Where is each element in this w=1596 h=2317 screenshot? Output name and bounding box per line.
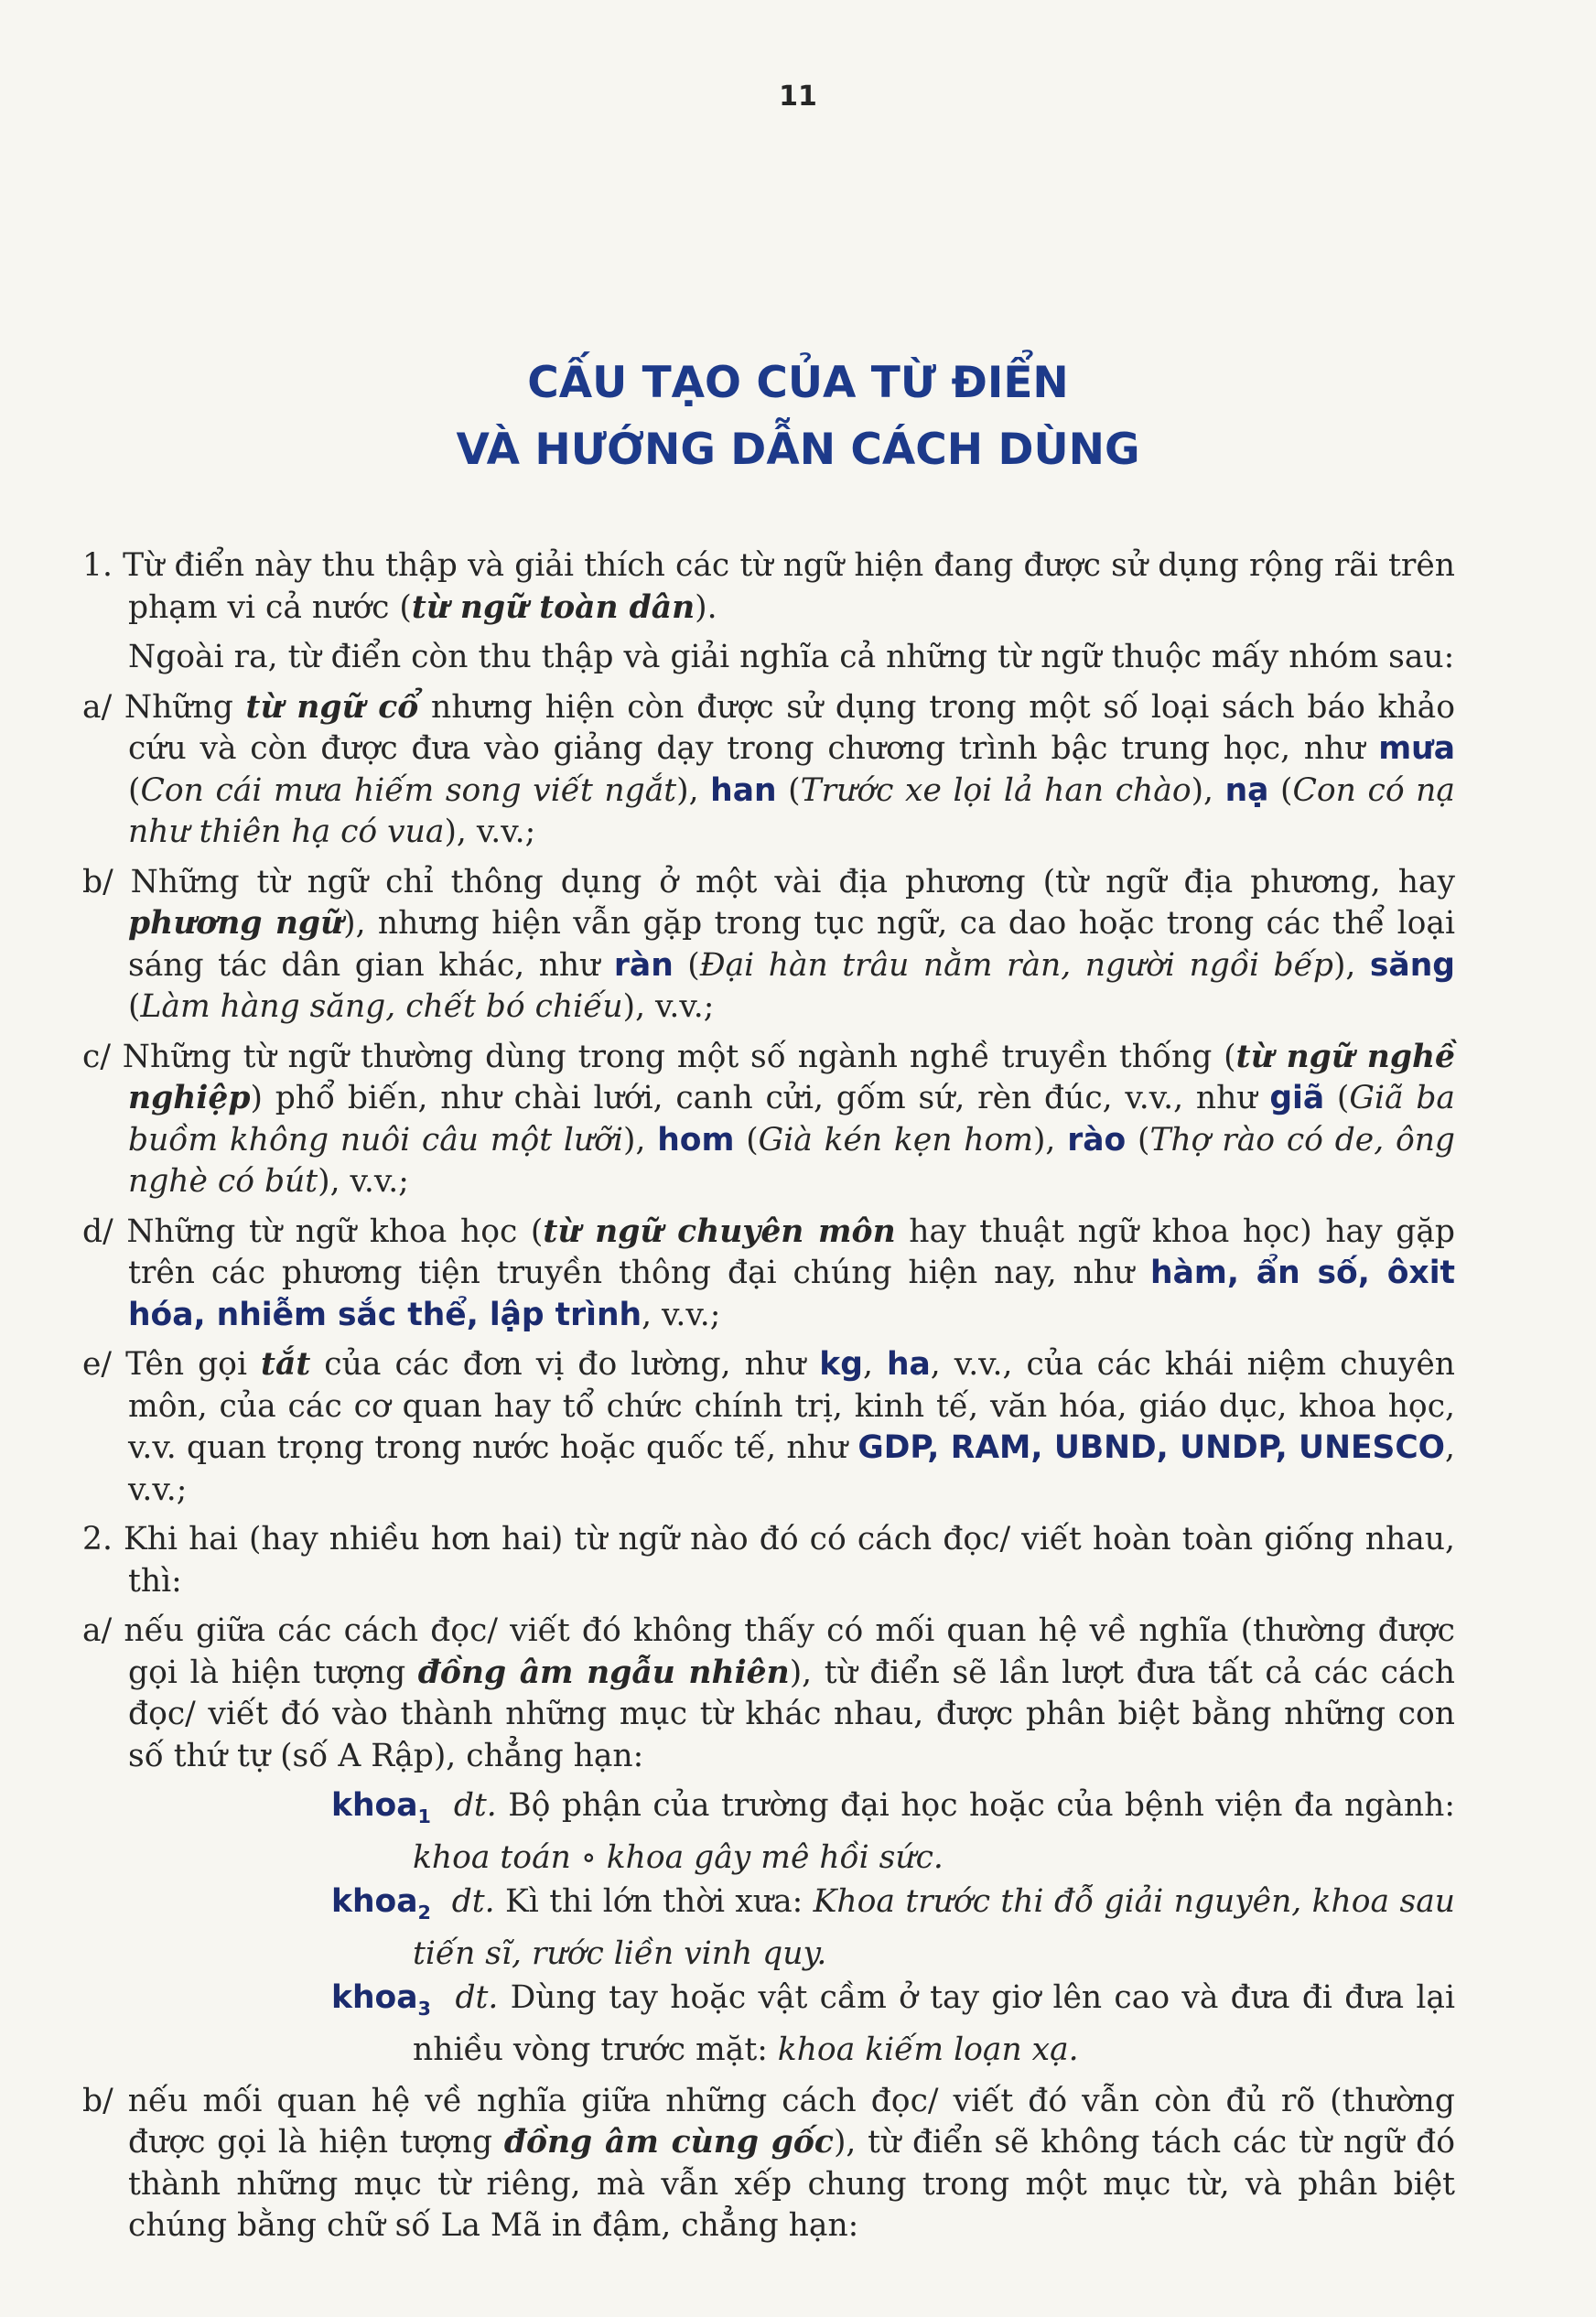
body-text: [82, 545, 1455, 2256]
section-2: 2. Khi hai (hay nhiều hơn hai) từ ngữ nào đó có cách đọc/ viết hoàn toàn giống nhau, thì:: [82, 1521, 1455, 1600]
section-2-item-a: a/ nếu giữa các cách đọc/ viết đó không thấy có mối quan hệ về nghĩa (thường được gọi là hiện tượng đồng âm ngẫu nhiên), từ điển sẽ lần lượt đưa tất cả các cách đọc/ viết đó vào thành những mục từ khác nhau, được phân biệt bằng những con số thứ tự (số A Rập), chẳng hạn:: [82, 1612, 1456, 1774]
example-entry: khoa$_1$ dt. Bộ phận của trường đại học hoặc của bệnh viện đa ngành: khoa toán ∘ khoa gây mê hồi sức.: [331, 1787, 1455, 1877]
section-1: 1. Từ điển này thu thập và giải thích các từ ngữ hiện đang được sử dụng rộng rãi trên phạm vi cả nước (từ ngữ toàn dân).: [82, 547, 1455, 626]
item-a-archaic-words: a/ Những từ ngữ cổ nhưng hiện còn được sử dụng trong một số loại sách báo khảo cứu và còn được đưa vào giảng dạy trong chương trình bậc trung học, như mưa (Con cái mưa hiếm song viết ngắt), han (Trước xe lọi lả han chào), nạ (Con có nạ như thiên hạ có vua), v.v.;: [82, 688, 1455, 850]
item-b-dialect-words: b/ Những từ ngữ chỉ thông dụng ở một vài địa phương (từ ngữ địa phương, hay phương ngữ), nhưng hiện vẫn gặp trong tục ngữ, ca dao hoặc trong các thể loại sáng tác dân gian khác, như ràn (Đại hàn trâu nằm ràn, người ngồi bếp), săng (Làm hàng săng, chết bó chiếu), v.v.;: [82, 863, 1455, 1025]
example-entry: khoa$_2$ dt. Kì thi lớn thời xưa: Khoa trước thi đỗ giải nguyên, khoa sau tiến sĩ, rước liền vinh quy.: [331, 1882, 1455, 1973]
page-number: 11: [779, 81, 817, 113]
item-c-trade-words: c/ Những từ ngữ thường dùng trong một số ngành nghề truyền thống (từ ngữ nghề nghiệp) phổ biến, như chài lưới, canh cửi, gốm sứ, rèn đúc, v.v., như giã (Giã ba buồm không nuôi câu một lưỡi), hom (Già kén kẹn hom), rào (Thợ rào có de, ông nghè có bút), v.v.;: [82, 1038, 1456, 1200]
example-entry: khoa$_3$ dt. Dùng tay hoặc vật cầm ở tay giơ lên cao và đưa đi đưa lại nhiều vòng trước mặt: khoa kiếm loạn xạ.: [331, 1978, 1456, 2069]
item-d-technical-terms: d/ Những từ ngữ khoa học (từ ngữ chuyên môn hay thuật ngữ khoa học) hay gặp trên các phương tiện truyền thông đại chúng hiện nay, như hàm, ẩn số, ôxit hóa, nhiễm sắc thể, lập trình, v.v.;: [82, 1212, 1456, 1333]
section-2-item-b: b/ nếu mối quan hệ về nghĩa giữa những cách đọc/ viết đó vẫn còn đủ rõ (thường được gọi là hiện tượng đồng âm cùng gốc), từ điển sẽ không tách các từ ngữ đó thành những mục từ riêng, mà vẫn xếp chung trong một mục từ, và phân biệt chúng bằng chữ số La Mã in đậm, chẳng hạn:: [82, 2082, 1455, 2245]
title-line-1: CẤU TẠO CỦA TỪ ĐIỂN: [527, 358, 1069, 408]
title-line-2: VÀ HƯỚNG DẪN CÁCH DÙNG: [456, 425, 1140, 475]
item-e-abbreviations: e/ Tên gọi tắt của các đơn vị đo lường, như kg, ha, v.v., của các khái niệm chuyên môn, của các cơ quan hay tổ chức chính trị, kinh tế, văn hóa, giáo dục, khoa học, v.v. quan trọng trong nước hoặc quốc tế, như GDP, RAM, UBND, UNDP, UNESCO, v.v.;: [82, 1346, 1455, 1508]
example-entries: [82, 1785, 1455, 2072]
section-1-intro: Ngoài ra, từ điển còn thu thập và giải nghĩa cả những từ ngữ thuộc mấy nhóm sau:: [128, 639, 1455, 675]
page-title: [0, 350, 1596, 483]
